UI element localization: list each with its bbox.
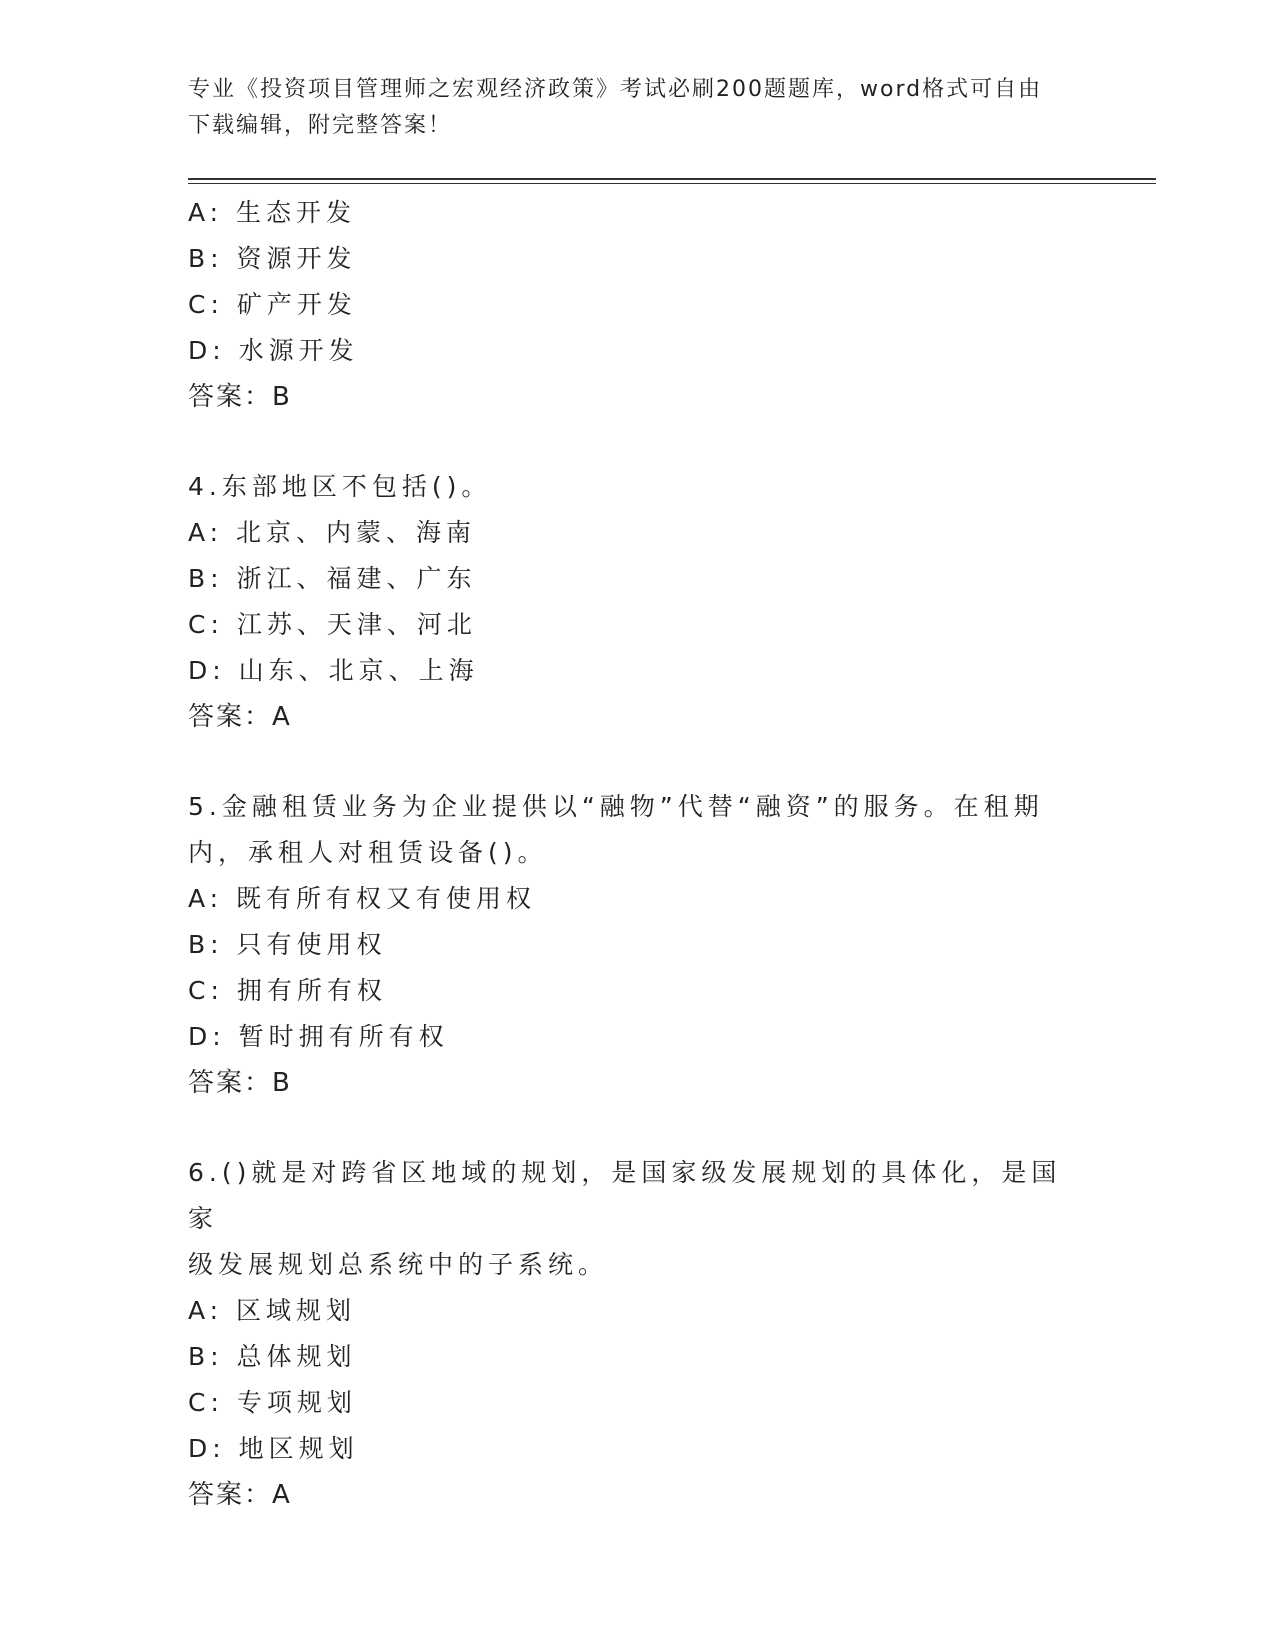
option-b: B: 只有使用权 — [188, 930, 387, 959]
question-stem-line-2: 内，承租人对租赁设备()。 — [188, 838, 548, 867]
document-header — [188, 72, 1088, 144]
option-a: A: 既有所有权又有使用权 — [188, 884, 537, 913]
question-5 — [188, 784, 1088, 1106]
answer: 答案：B — [188, 382, 292, 412]
option-d: D: 水源开发 — [188, 336, 359, 365]
option-c: C: 拥有所有权 — [188, 976, 387, 1005]
question-3 — [188, 190, 1088, 420]
question-4 — [188, 464, 1088, 740]
option-d: D: 地区规划 — [188, 1434, 359, 1463]
option-c: C: 矿产开发 — [188, 290, 357, 319]
header-divider-thin — [188, 183, 1156, 184]
header-line-2: 下载编辑，附完整答案！ — [188, 113, 453, 138]
option-a: A: 北京、内蒙、海南 — [188, 518, 477, 547]
option-a: A: 区域规划 — [188, 1296, 357, 1325]
question-list — [188, 190, 1088, 1518]
option-c: C: 专项规划 — [188, 1388, 357, 1417]
answer: 答案：A — [188, 702, 292, 732]
question-stem-line-1: 5.金融租赁业务为企业提供以“融物”代替“融资”的服务。在租期 — [188, 792, 1044, 821]
question-stem: 4.东部地区不包括()。 — [188, 472, 492, 501]
answer: 答案：B — [188, 1068, 292, 1098]
option-b: B: 总体规划 — [188, 1342, 357, 1371]
option-b: B: 资源开发 — [188, 244, 357, 273]
option-b: B: 浙江、福建、广东 — [188, 564, 477, 593]
option-a: A: 生态开发 — [188, 198, 357, 227]
option-c: C: 江苏、天津、河北 — [188, 610, 477, 639]
option-d: D: 山东、北京、上海 — [188, 656, 479, 685]
header-line-1: 专业《投资项目管理师之宏观经济政策》考试必刷200题题库，word格式可自由 — [188, 77, 1043, 102]
question-stem-line-2: 级发展规划总系统中的子系统。 — [188, 1250, 609, 1279]
answer: 答案：A — [188, 1480, 292, 1510]
header-divider-thick — [188, 178, 1156, 180]
option-d: D: 暂时拥有所有权 — [188, 1022, 449, 1051]
question-stem-line-1: 6.()就是对跨省区地域的规划，是国家级发展规划的具体化，是国家 — [188, 1158, 1062, 1233]
question-6 — [188, 1150, 1088, 1518]
